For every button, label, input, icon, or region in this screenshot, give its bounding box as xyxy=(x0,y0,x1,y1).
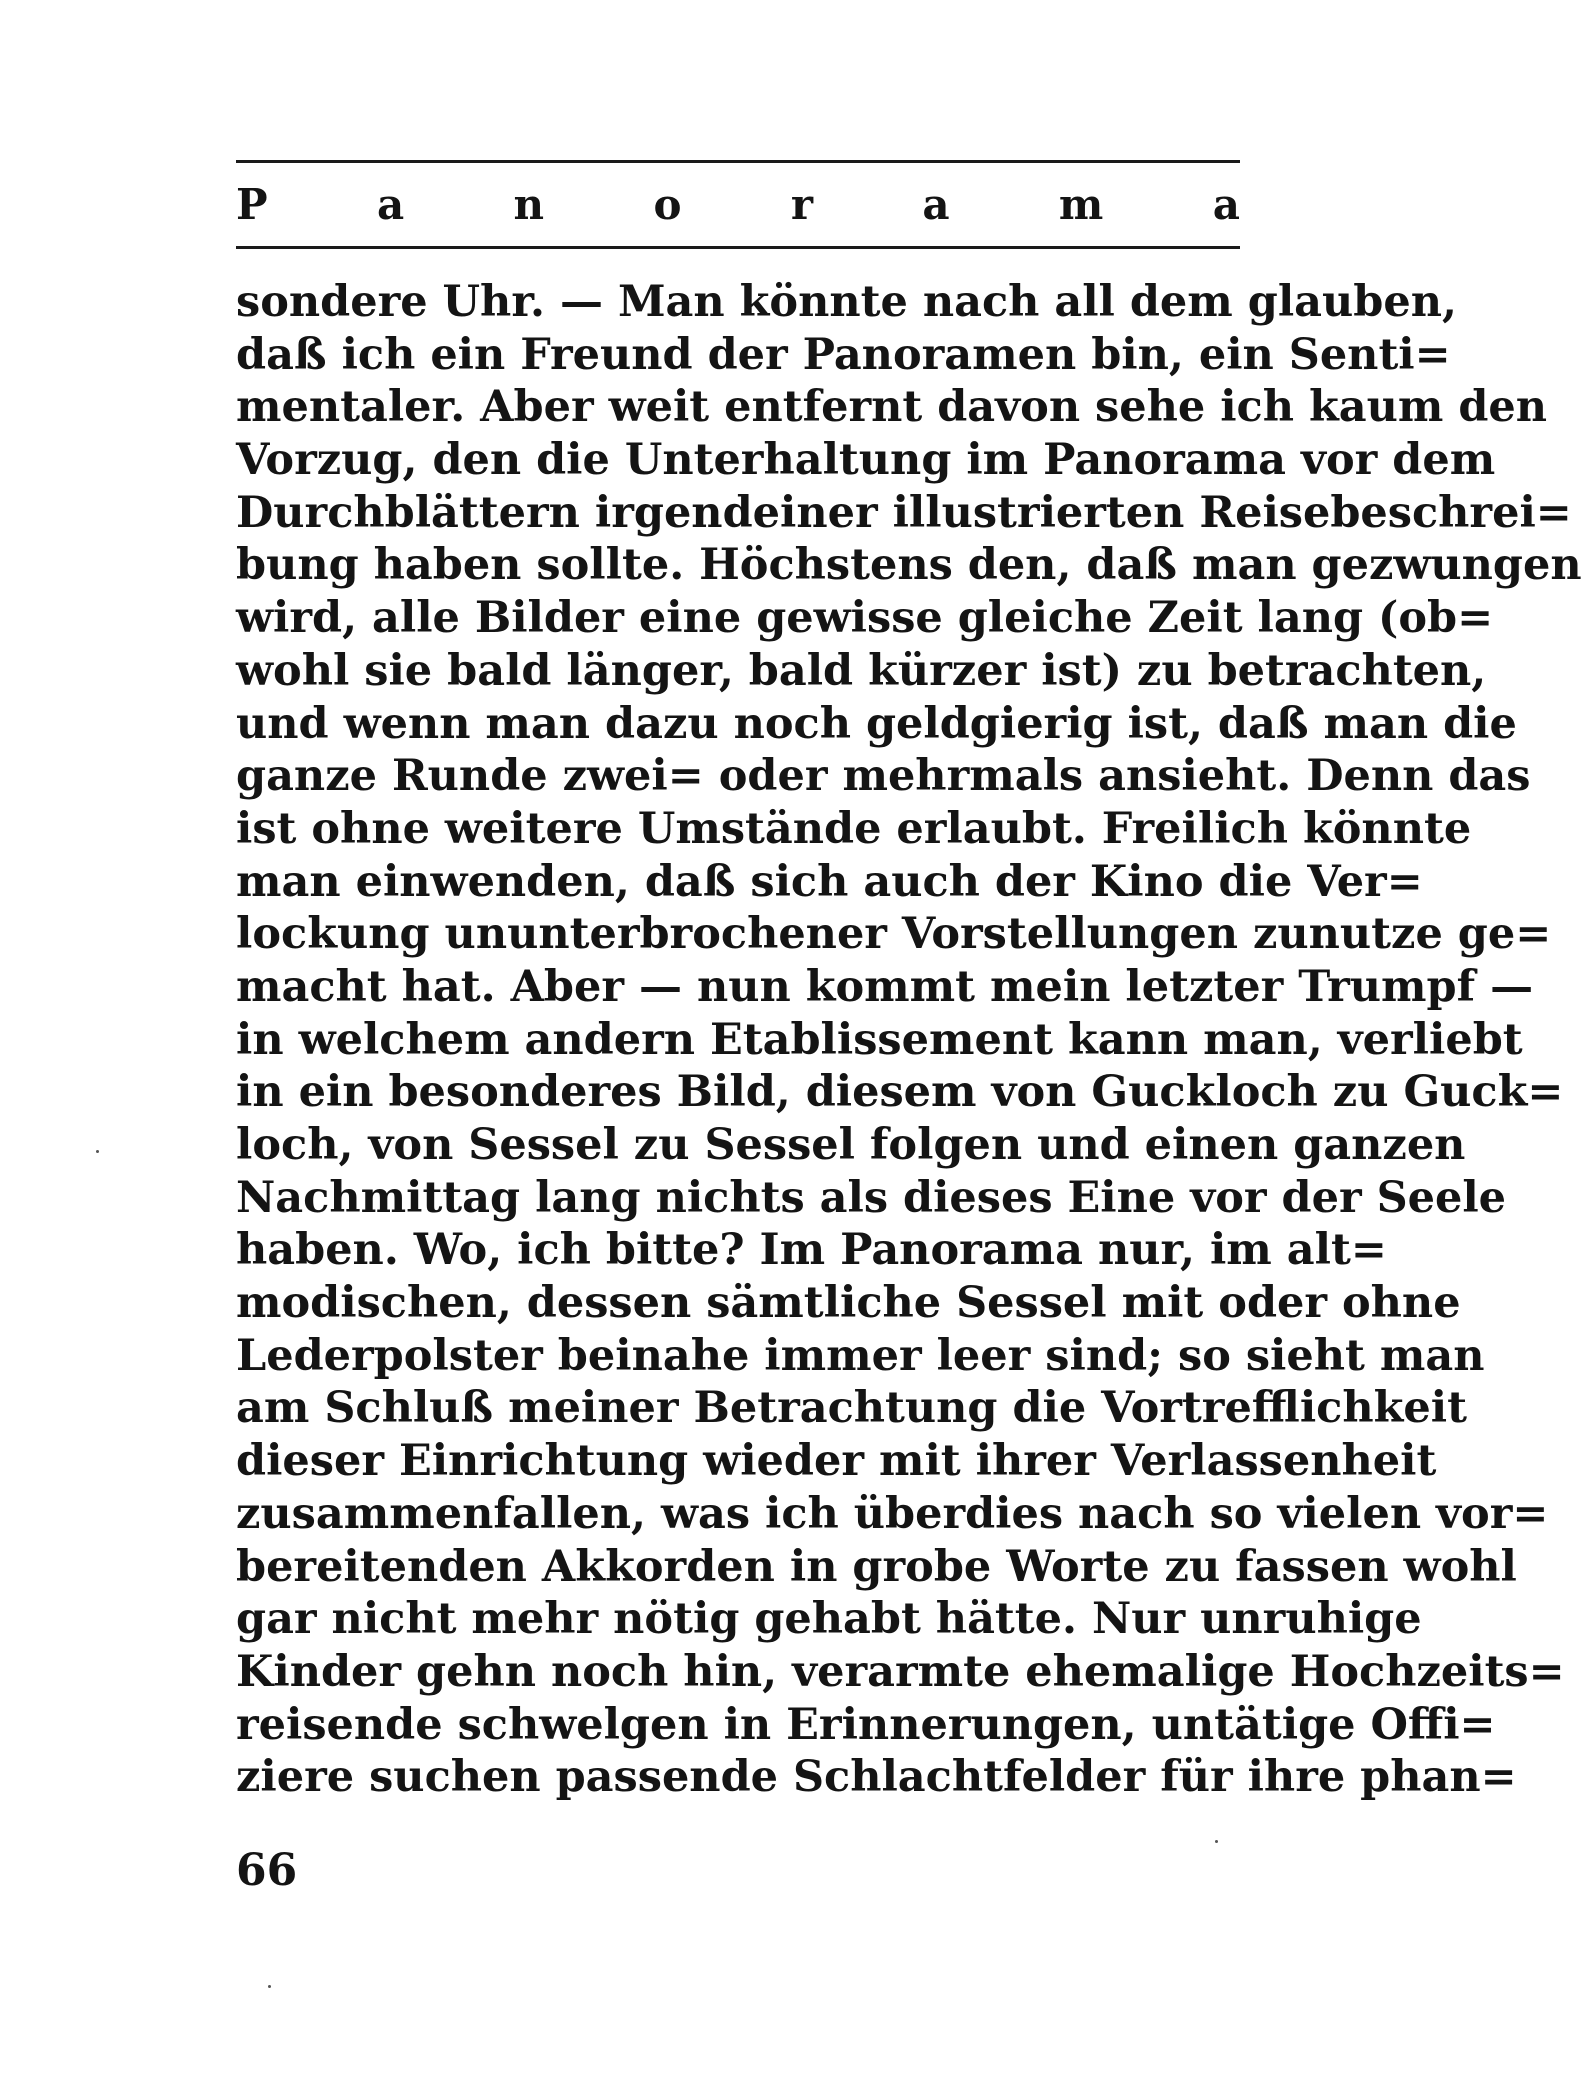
text-line: loch, von Sessel zu Sessel folgen und einen ganzen xyxy=(236,1120,1466,1170)
text-line: ganze Runde zwei= oder mehrmals ansieht. Denn das xyxy=(236,751,1531,802)
scan-speck xyxy=(96,1150,99,1153)
header-letter: a xyxy=(376,179,405,229)
text-line: und wenn man dazu noch geldgierig ist, daß man die xyxy=(236,698,1517,749)
text-line: Vorzug, den die Unterhaltung im Panorama vor dem xyxy=(236,435,1496,486)
header-letter: n xyxy=(513,179,545,229)
text-line: haben. Wo, ich bitte? Im Panorama nur, im alt= xyxy=(236,1225,1387,1276)
text-line: am Schluß meiner Betrachtung die Vortrefflichkeit xyxy=(236,1383,1467,1434)
text-line: lockung ununterbrochener Vorstellungen zunutze ge= xyxy=(236,909,1552,960)
header-letter: r xyxy=(790,179,813,229)
text-line: gar nicht mehr nötig gehabt hätte. Nur unruhige xyxy=(236,1594,1422,1645)
scan-speck xyxy=(1215,1840,1218,1843)
text-line: wird, alle Bilder eine gewisse gleiche Zeit lang (ob= xyxy=(236,593,1494,644)
text-line: Kinder gehn noch hin, verarmte ehemalige Hochzeits= xyxy=(236,1646,1565,1697)
text-line: Nachmittag lang nichts als dieses Eine vor der Seele xyxy=(236,1172,1507,1223)
header-letter: P xyxy=(236,179,268,229)
text-line: zusammenfallen, was ich überdies nach so vielen vor= xyxy=(236,1488,1549,1539)
text-line: macht hat. Aber — nun kommt mein letzter Trumpf — xyxy=(236,961,1534,1012)
text-line: wohl sie bald länger, bald kürzer ist) zu betrachten, xyxy=(236,645,1487,696)
header-rule-top xyxy=(236,160,1240,163)
text-line: man einwenden, daß sich auch der Kino die Ver= xyxy=(236,856,1423,907)
header-letter: m xyxy=(1058,179,1104,229)
text-line: in ein besonderes Bild, diesem von Guckloch zu Guck= xyxy=(236,1067,1564,1118)
text-line: modischen, dessen sämtliche Sessel mit oder ohne xyxy=(236,1278,1461,1329)
text-line: reisende schwelgen in Erinnerungen, untätige Offi= xyxy=(236,1699,1496,1750)
text-line: daß ich ein Freund der Panoramen bin, ein Senti= xyxy=(236,329,1451,380)
page-number: 66 xyxy=(236,1845,298,1896)
text-line: in welchem andern Etablissement kann man, verliebt xyxy=(236,1014,1523,1065)
scan-speck xyxy=(268,1985,271,1988)
text-line: ziere suchen passende Schlachtfelder für ihre phan= xyxy=(236,1752,1517,1803)
text-line: Lederpolster beinahe immer leer sind; so sieht man xyxy=(236,1330,1485,1381)
text-line: bung haben sollte. Höchstens den, daß man gezwungen xyxy=(236,540,1582,591)
text-line: bereitenden Akkorden in grobe Worte zu fassen wohl xyxy=(236,1541,1517,1592)
text-line: sondere Uhr. — Man könnte nach all dem glauben, xyxy=(236,277,1457,327)
header-rule-bottom xyxy=(236,246,1240,249)
running-header xyxy=(236,172,1240,236)
body-text xyxy=(236,276,1582,1804)
header-letter: a xyxy=(922,179,950,229)
header-letter: a xyxy=(1212,179,1240,229)
text-line: Durchblättern irgendeiner illustrierten Reisebeschrei= xyxy=(236,487,1572,538)
header-letter: o xyxy=(653,179,682,229)
text-line: ist ohne weitere Umstände erlaubt. Freilich könnte xyxy=(236,803,1472,854)
text-line: mentaler. Aber weit entfernt davon sehe ich kaum den xyxy=(236,382,1548,433)
text-line: dieser Einrichtung wieder mit ihrer Verlassenheit xyxy=(236,1436,1437,1487)
